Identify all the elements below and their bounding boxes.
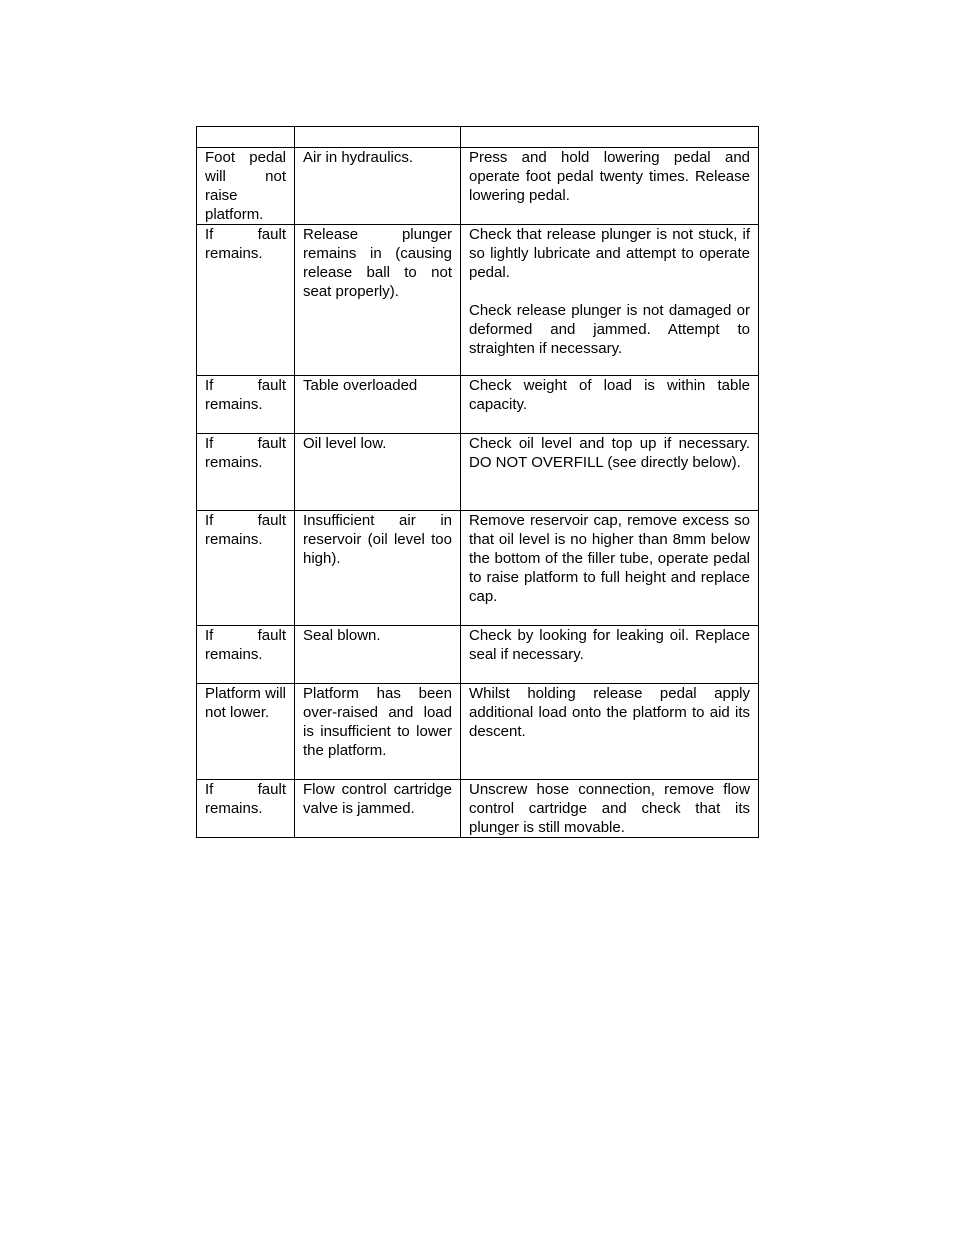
table-header-row [197, 127, 759, 148]
header-cell-fault [197, 127, 295, 148]
cause-cell: Release plunger remains in (causing release ball to not seat properly). [295, 225, 461, 376]
troubleshooting-table [196, 126, 759, 838]
remedy-cell [461, 225, 759, 376]
fault-cell: Platform will not lower. [197, 684, 295, 780]
table-row [197, 434, 759, 511]
header-cell-remedy [461, 127, 759, 148]
header-cell-cause [295, 127, 461, 148]
remedy-text: Check that release plunger is not stuck, if so lightly lubricate and attempt to operate pedal. [469, 226, 750, 281]
remedy-cell [461, 626, 759, 684]
fault-cell: If fault remains. [197, 626, 295, 684]
cause-cell: Oil level low. [295, 434, 461, 511]
remedy-cell [461, 376, 759, 434]
remedy-text: Remove reservoir cap, remove excess so that oil level is no higher than 8mm below the bottom of the filler tube, operate pedal to raise platform to full height and replace cap. [469, 512, 750, 605]
remedy-cell [461, 148, 759, 225]
table-row [197, 626, 759, 684]
table-row [197, 511, 759, 626]
remedy-text: Check weight of load is within table capacity. [469, 377, 750, 413]
table-row [197, 376, 759, 434]
remedy-text: Check oil level and top up if necessary. DO NOT OVERFILL (see directly below). [469, 435, 750, 471]
remedy-cell [461, 434, 759, 511]
cause-cell: Flow control cartridge valve is jammed. [295, 780, 461, 838]
fault-cell: Foot pedal will not raise platform. [197, 148, 295, 225]
remedy-text: Check by looking for leaking oil. Replace seal if necessary. [469, 627, 750, 663]
fault-cell: If fault remains. [197, 434, 295, 511]
remedy-text: Press and hold lowering pedal and operate foot pedal twenty times. Release lowering pedal. [469, 149, 750, 204]
remedy-cell [461, 511, 759, 626]
table-row [197, 148, 759, 225]
cause-cell: Platform has been over-raised and load is insufficient to lower the platform. [295, 684, 461, 780]
remedy-text: Whilst holding release pedal apply additional load onto the platform to aid its descent. [469, 685, 750, 740]
table-row [197, 780, 759, 838]
table-row [197, 225, 759, 376]
cause-cell: Table overloaded [295, 376, 461, 434]
remedy-text: Unscrew hose connection, remove flow control cartridge and check that its plunger is still movable. [469, 781, 750, 836]
remedy-cell [461, 684, 759, 780]
remedy-text: Check release plunger is not damaged or deformed and jammed. Attempt to straighten if necessary. [469, 302, 750, 357]
fault-cell: If fault remains. [197, 225, 295, 376]
fault-cell: If fault remains. [197, 376, 295, 434]
fault-cell: If fault remains. [197, 780, 295, 838]
remedy-cell [461, 780, 759, 838]
cause-cell: Air in hydraulics. [295, 148, 461, 225]
fault-cell: If fault remains. [197, 511, 295, 626]
table-row [197, 684, 759, 780]
cause-cell: Seal blown. [295, 626, 461, 684]
cause-cell: Insufficient air in reservoir (oil level too high). [295, 511, 461, 626]
